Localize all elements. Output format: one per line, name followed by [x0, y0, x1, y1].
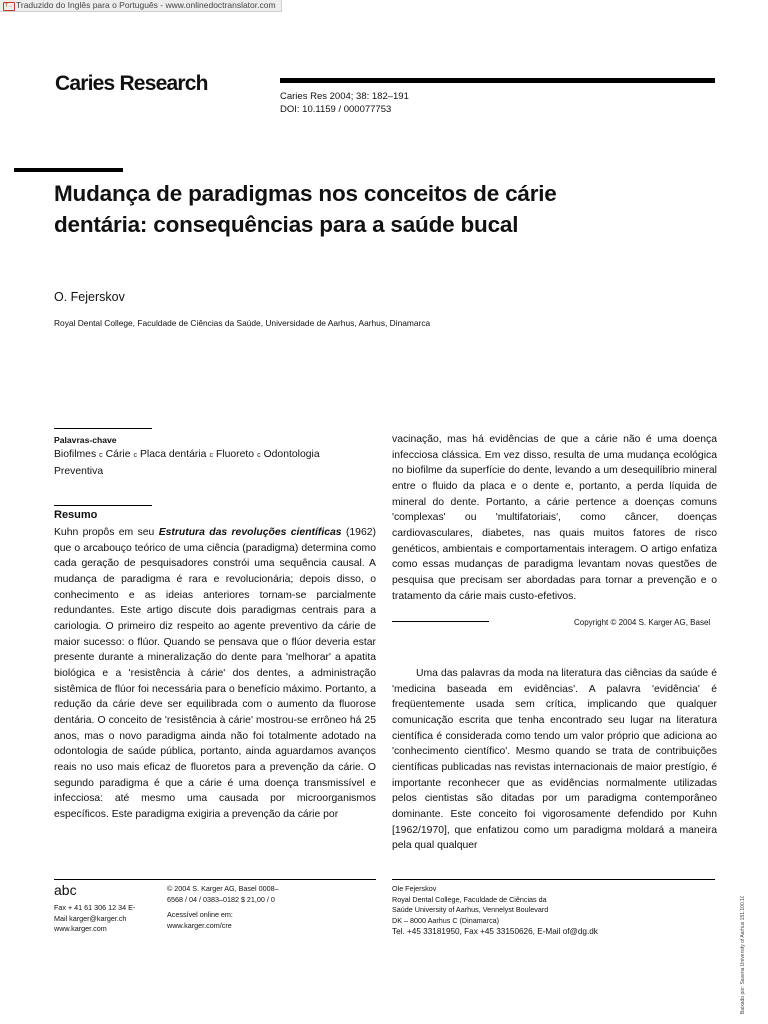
publisher-website[interactable]: www.karger.com	[54, 924, 107, 934]
keyword: Placa dentária	[140, 449, 207, 460]
publisher-contact	[54, 903, 142, 935]
abstract-text	[54, 525, 376, 822]
title-rule	[14, 168, 123, 172]
footer-rule-left	[54, 879, 376, 880]
online-label: Acessível online em:	[167, 910, 233, 920]
contact-name: Ole Fejerskov	[392, 884, 437, 893]
download-stamp	[738, 896, 754, 1016]
publisher-logo: abc	[54, 882, 77, 898]
keyword: Odontologia Preventiva	[54, 449, 320, 477]
article-title: Mudança de paradigmas nos conceitos de cárie dentária: consequências para a saúde bucal	[54, 181, 557, 237]
contact-city: DK – 8000 Aarhus C (Dinamarca)	[392, 915, 500, 925]
download-stamp-graphic	[738, 896, 754, 1016]
contact-phone: Tel. +45 33181950, Fax +45 33150626, E-Mail of@dg.dk	[392, 927, 598, 937]
keyword-separator: c	[133, 452, 137, 459]
citation-block	[280, 90, 409, 116]
author: O. Fejerskov	[54, 290, 125, 304]
abstract-heading: Resumo	[54, 509, 98, 521]
translation-banner-text: Traduzido do Inglês para o Português - www.onlinedoctranslator.com	[16, 0, 276, 10]
translate-icon: T→	[4, 3, 14, 9]
citation: Caries Res 2004; 38: 182–191	[280, 91, 409, 102]
publication-copyright: © 2004 S. Karger AG, Basel 0008–6568 / 04 / 0383–0182 $ 21,00 / 0	[167, 884, 279, 904]
abstract-body: (1962) que o arcabouço teórico de uma ciência (paradigma) determina como cada geração de pesquisadores constrói uma sequência causal. A mudança de paradigma é rara e revolucionária; depois disso, o conhecimento e as ideias anteriores tornam-se parcialmente redundantes. Este artigo discute dois paradigmas centrais para a cariologia. O primeiro diz respeito ao agente preventivo da cárie de maior sucesso: o flúor. Quando se pensava que o flúor deveria estar presente durante a mineralização do dente para 'melhorar' a apatita biológica e a 'resistência à cárie' dos dentes, a administração sistêmica de flúor foi necessária para o benefício máximo. Portanto, a redução da cárie deve ser equilibrada com o aumento da fluorose dentária. O conceito de 'resistência à cárie' mostrou-se errôneo há 25 anos, mas o novo paradigma ainda não foi totalmente adotado na odontologia de saúde pública, portanto, ainda aguardamos avanços reais no uso mais eficaz de fluoretos para a prevenção da cárie. O segundo paradigma é que a cárie é uma doença transmissível e infecciosa: até mesmo uma causada por microorganismos específicos. Este paradigma exigiria a prevenção da cárie por	[54, 527, 376, 820]
abstract-rule	[54, 505, 152, 506]
abstract-copyright: Copyright © 2004 S. Karger AG, Basel	[574, 618, 711, 627]
keywords-list	[54, 447, 354, 479]
translation-banner[interactable]	[0, 0, 282, 12]
header-rule	[280, 78, 715, 83]
keywords-rule	[54, 428, 152, 429]
publisher-fax-email: Fax + 41 61 306 12 34 E-Mail karger@karger.ch	[54, 903, 136, 923]
keyword: Cárie	[105, 449, 131, 460]
online-url[interactable]: www.karger.com/cre	[167, 920, 232, 930]
affiliation: Royal Dental College, Faculdade de Ciências da Saúde, Universidade de Aarhus, Aarhus, Dinamarca	[54, 318, 431, 328]
doi[interactable]: DOI: 10.1159 / 000077753	[280, 104, 392, 115]
download-stamp-text: Baixado por: Saxena University of Aarhus 151.100.101.136 – 2/24/2016 18:09:20	[740, 896, 746, 1014]
copyright-rule	[392, 621, 489, 622]
publication-info	[167, 884, 283, 931]
keywords-heading: Palavras-chave	[54, 435, 117, 445]
book-title: Estrutura das revoluções científicas	[158, 527, 342, 538]
keyword-separator: c	[257, 452, 261, 459]
abstract-continued: vacinação, mas há evidências de que a cárie não é uma doença infecciosa clássica. Em vez disso, resulta de uma mudança ecológica no biofilme da superfície do dente, levando a um desequilíbrio mineral entre o fluido da placa e o dente e, portanto, a perda líquida de mineral do dente. Portanto, a cárie pertence a doenças comuns 'complexas' ou 'multifatoriais', como câncer, doenças cardiovasculares, diabetes, nas quais muitos fatores de risco genéticos, ambientais e comportamentais interagem. O artigo enfatiza como essas mudanças de paradigma levantam novas questões de pesquisa que precisam ser abordadas para tornar a prevenção e o tratamento da cárie mais custo-efetivos.	[392, 434, 717, 602]
keyword: Biofilmes	[54, 449, 97, 460]
keyword-separator: c	[99, 452, 103, 459]
abstract-intro: Kuhn propôs em seu	[54, 527, 159, 538]
keyword-separator: c	[209, 452, 213, 459]
keyword: Fluoreto	[215, 449, 255, 460]
correspondence-block	[392, 884, 717, 937]
footer-rule-right	[392, 879, 715, 880]
journal-name: Caries Research	[55, 72, 208, 95]
contact-address: Royal Dental College, Faculdade de Ciências da Saúde University of Aarhus, Vennelyst Boulevard	[392, 894, 549, 915]
introduction-text: Uma das palavras da moda na literatura das ciências da saúde é 'medicina baseada em evidências'. A palavra 'evidência' é freqüentemente usada sem crítica, implicando que qualquer comunicação escrita que tenha encontrado seu lugar na literatura científica é considerada como tendo um valor próprio que adiciona ao 'conhecimento científico'. Mesmo quando se trata de contribuições científicas publicadas nas revistas internacionais de maior prestígio, é importante reconhecer que as evidências normalmente utilizadas pelos cientistas são ditadas por um paradigma contemporâneo dominante. Este conceito foi vigorosamente defendido por Kuhn [1962/1970], que enfatizou como um paradigma moldará a maneira pela qual qualquer	[392, 668, 717, 852]
